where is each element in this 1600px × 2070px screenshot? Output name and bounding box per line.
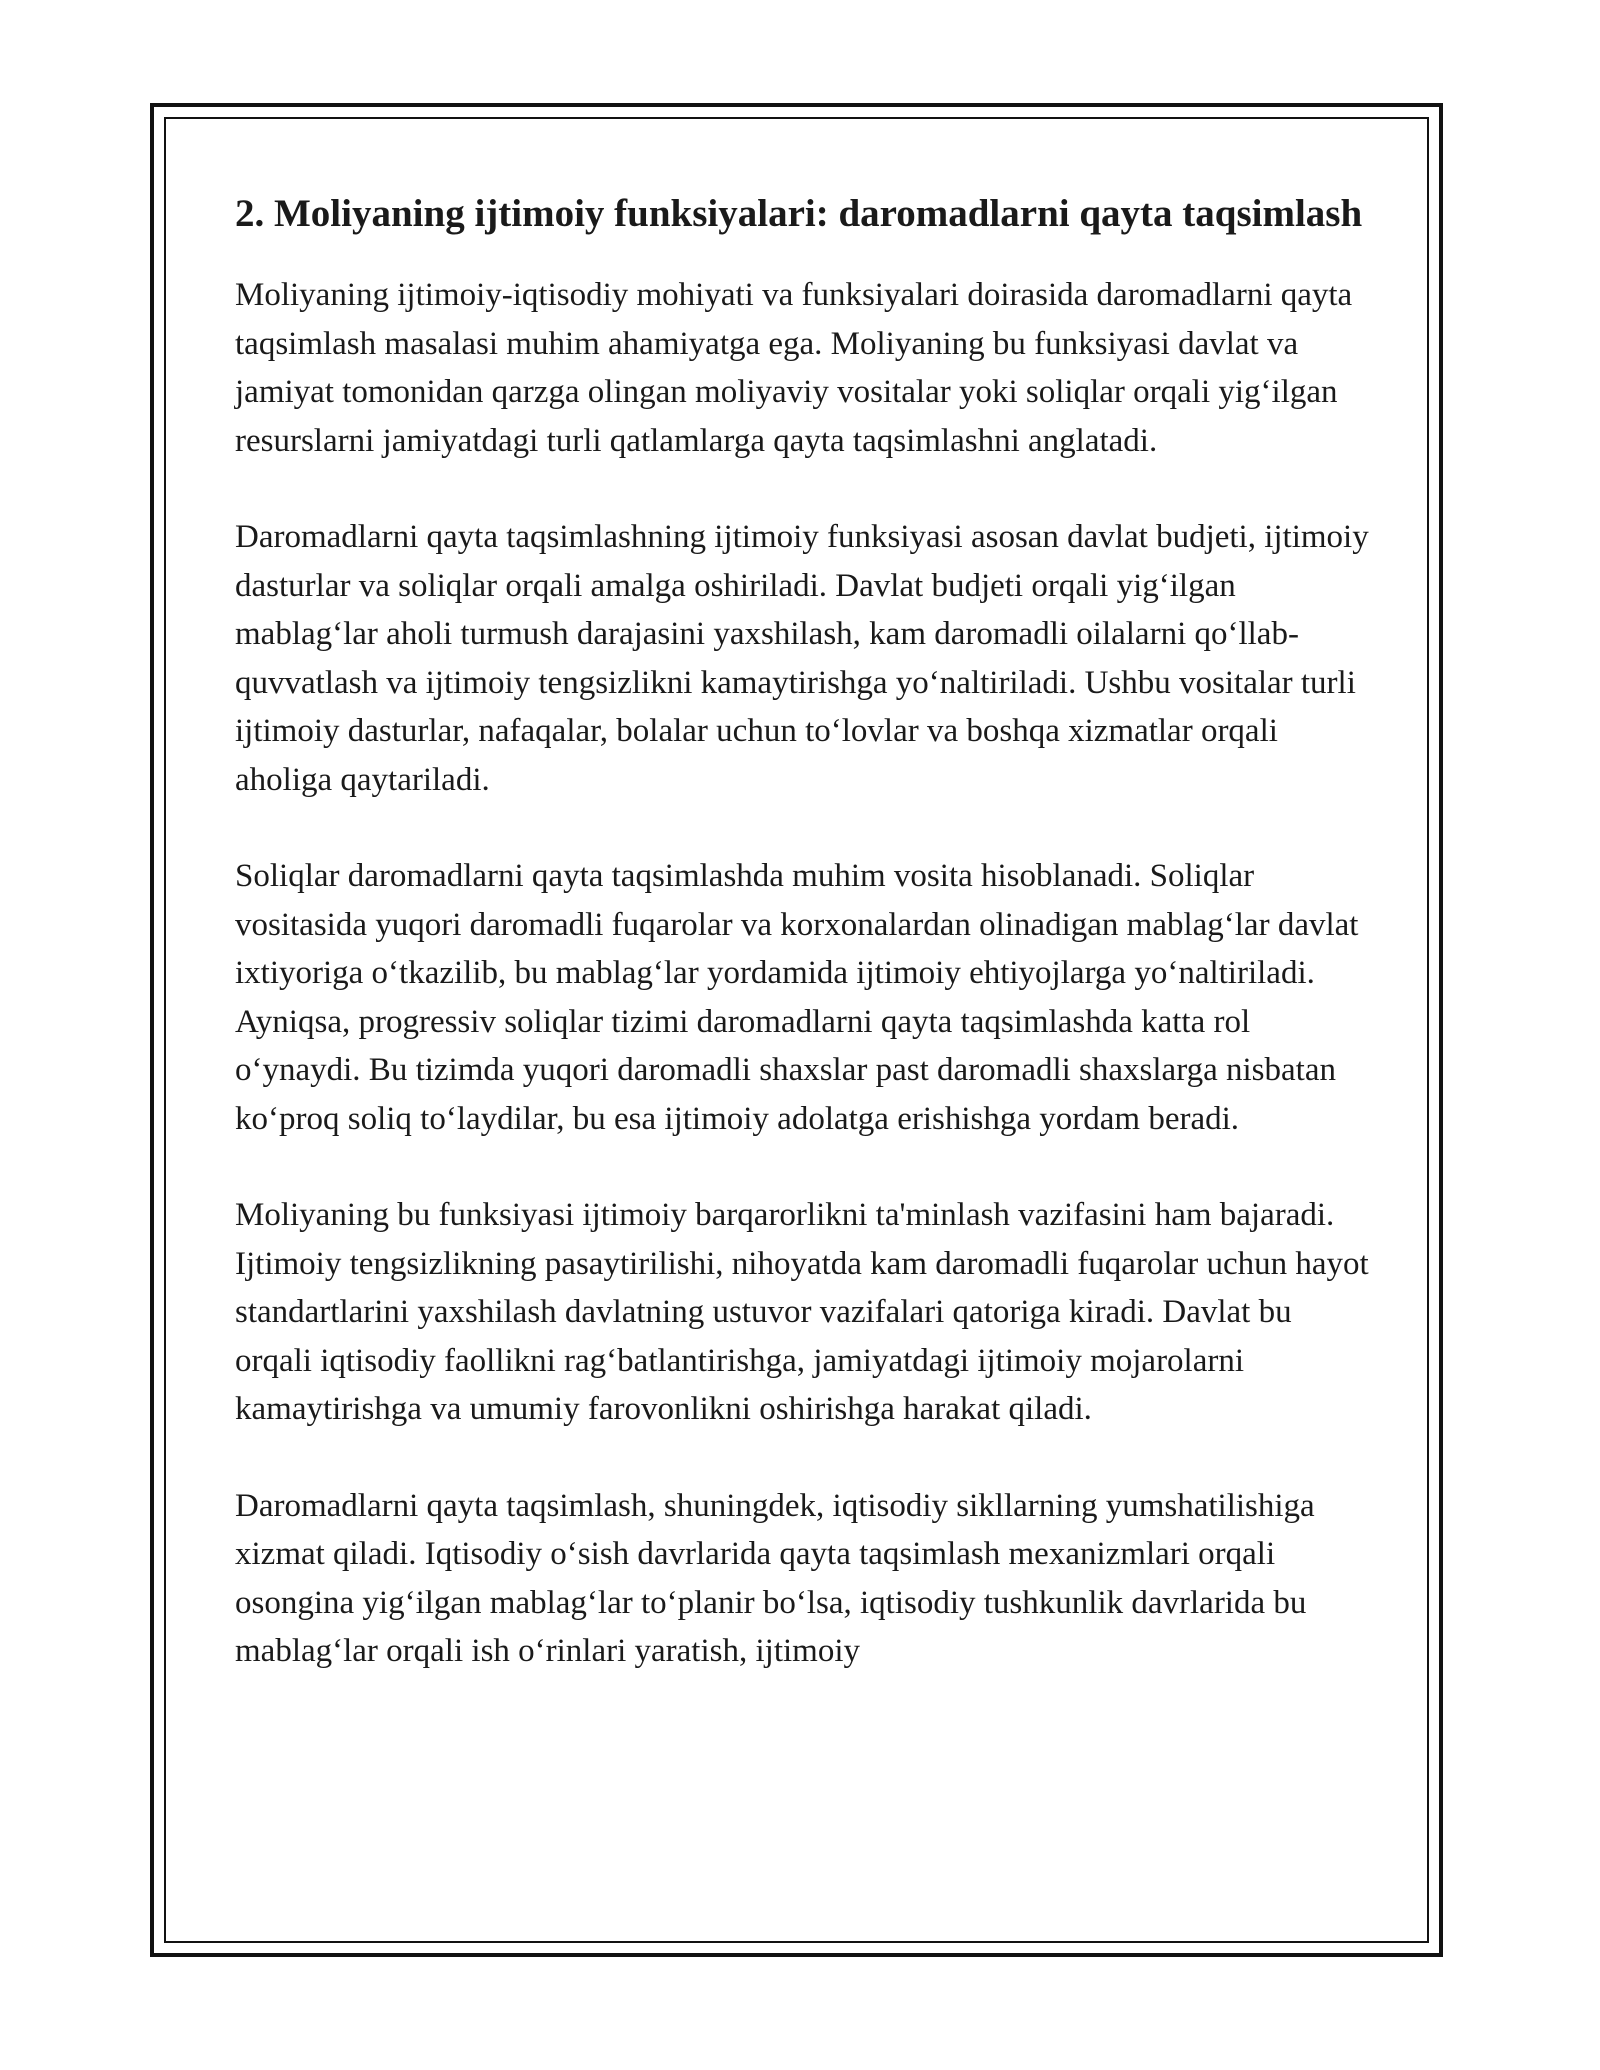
section-heading: 2. Moliyaning ijtimoiy funksiyalari: daromadlarni qayta taqsimlash xyxy=(235,192,1363,235)
paragraph-1: Moliyaning ijtimoiy-iqtisodiy mohiyati va funksiyalari doirasida daromadlarni qayta taqsimlash masalasi muhim ahamiyatga ega. Moliyaning bu funksiyasi davlat va jamiyat tomonidan qarzga olingan moliyaviy vositalar yoki soliqlar orqali yig‘ilgan resurslarni jamiyatdagi turli qatlamlarga qayta taqsimlashni anglatadi. xyxy=(235,277,1353,459)
paragraph-3: Soliqlar daromadlarni qayta taqsimlashda muhim vosita hisoblanadi. Soliqlar vositasida yuqori daromadli fuqarolar va korxonalardan olinadigan mablag‘lar davlat ixtiyoriga o‘tkazilib, bu mablag‘lar yordamida ijtimoiy ehtiyojlarga yo‘naltiriladi. Ayniqsa, progressiv soliqlar tizimi daromadlarni qayta taqsimlashda katta rol o‘ynaydi. Bu tizimda yuqori daromadli shaxslar past daromadli shaxslarga nisbatan ko‘proq soliq to‘laydilar, bu esa ijtimoiy adolatga erishishga yordam beradi. xyxy=(235,858,1359,1137)
paragraph-2: Daromadlarni qayta taqsimlashning ijtimoiy funksiyasi asosan davlat budjeti, ijtimoiy dasturlar va soliqlar orqali amalga oshiriladi. Davlat budjeti orqali yig‘ilgan mablag‘lar aholi turmush darajasini yaxshilash, kam daromadli oilalarni qo‘llab-quvvatlash va ijtimoiy tengsizlikni kamaytirishga yo‘naltiriladi. Ushbu vositalar turli ijtimoiy dasturlar, nafaqalar, bolalar uchun to‘lovlar va boshqa xizmatlar orqali aholiga qaytariladi. xyxy=(235,519,1369,798)
paragraph-4: Moliyaning bu funksiyasi ijtimoiy barqarorlikni ta'minlash vazifasini ham bajaradi. Ijtimoiy tengsizlikning pasaytirilishi, nihoyatda kam daromadli fuqarolar uchun hayot standartlarini yaxshilash davlatning ustuvor vazifalari qatoriga kiradi. Davlat bu orqali iqtisodiy faollikni rag‘batlantirishga, jamiyatdagi ijtimoiy mojarolarni kamaytirishga va umumiy farovonlikni oshirishga harakat qiladi. xyxy=(235,1197,1369,1427)
paragraph-5: Daromadlarni qayta taqsimlash, shuningdek, iqtisodiy sikllarning yumshatilishiga xizmat qiladi. Iqtisodiy o‘sish davrlarida qayta taqsimlash mexanizmlari orqali osongina yig‘ilgan mablag‘lar to‘planir bo‘lsa, iqtisodiy tushkunlik davrlarida bu mablag‘lar orqali ish o‘rinlari yaratish, ijtimoiy xyxy=(235,1487,1315,1669)
document-body xyxy=(235,186,1370,1724)
